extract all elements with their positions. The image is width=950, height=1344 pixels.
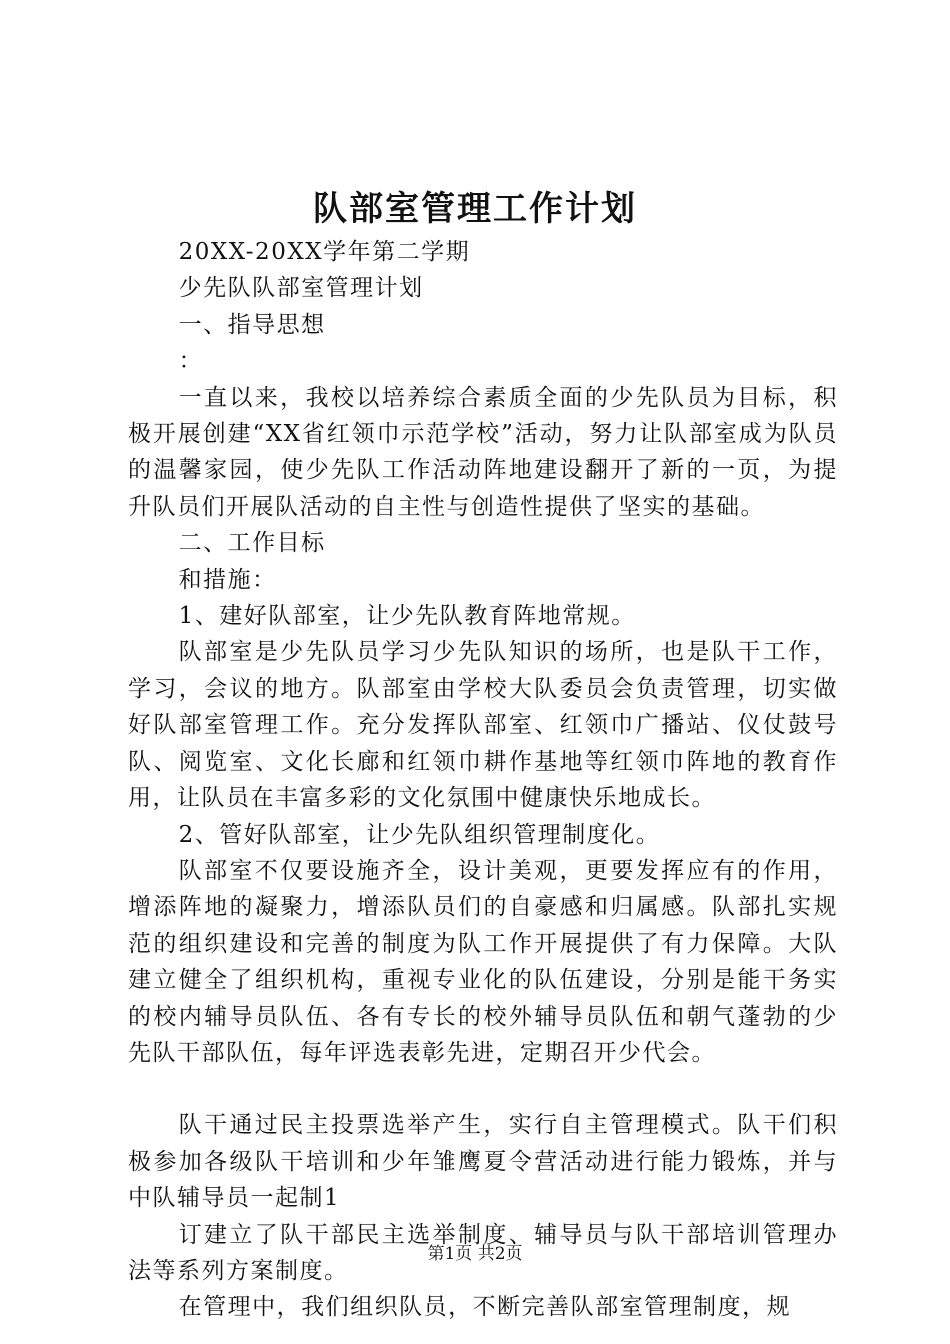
- heading-item-1: 1、建好队部室，让少先队教育阵地常规。: [178, 603, 636, 630]
- paragraph-semester: 20XX-20XX学年第二学期: [178, 239, 471, 265]
- paragraph-intro: 一直以来，我校以培养综合素质全面的少先队员为目标，积极开展创建“XX省红领巾示范学校”活动，努力让队部室成为队员的温馨家园，使少先队工作活动阵地建设翻开了新的一页，为提升队员们开展队活动的自主性与创造性提供了坚实的基础。: [128, 384, 838, 520]
- paragraph-subtitle: 少先队队部室管理计划: [178, 275, 424, 302]
- document-title: 队部室管理工作计划: [313, 189, 637, 229]
- heading-work-goals-cont: 和措施：: [178, 566, 277, 593]
- paragraph-item-2-body: 队部室不仅要设施齐全，设计美观，更要发挥应有的作用，增添阵地的凝聚力，增添队员们的自豪感和归属感。队部扎实规范的组织建设和完善的制度为队工作开展提供了有力保障。大队建立健全了组织机构，重视专业化的队伍建设，分别是能干务实的校内辅导员队伍、各有专长的校外辅导员队伍和朝气蓬勃的少先队干部队伍，每年评选表彰先进，定期召开少代会。: [128, 857, 838, 1066]
- paragraph-colon: ：: [178, 348, 204, 375]
- heading-work-goals: 二、工作目标: [178, 530, 326, 557]
- page-footer: 第1页 共2页: [427, 1244, 523, 1264]
- paragraph-democratic-election: 队干通过民主投票选举产生，实行自主管理模式。队干们积极参加各级队干培训和少年雏鹰夏令营活动进行能力锻炼，并与中队辅导员一起制1: [128, 1112, 838, 1212]
- heading-item-2: 2、管好队部室，让少先队组织管理制度化。: [178, 821, 661, 848]
- heading-guiding-thought: 一、指导思想: [178, 311, 326, 338]
- paragraph-management: 在管理中，我们组织队员，不断完善队部室管理制度，规: [178, 1294, 792, 1321]
- paragraph-item-1-body: 队部室是少先队员学习少先队知识的场所，也是队干工作，学习，会议的地方。队部室由学校大队委员会负责管理，切实做好队部室管理工作。充分发挥队部室、红领巾广播站、仪仗鼓号队、阅览室、文化长廊和红领巾耕作基地等红领巾阵地的教育作用，让队员在丰富多彩的文化氛围中健康快乐地成长。: [128, 639, 838, 812]
- document-body: [128, 234, 838, 1326]
- paragraph-system-building: 订建立了队干部民主选举制度、辅导员与队干部培训管理办法等系列方案制度。: [128, 1221, 838, 1284]
